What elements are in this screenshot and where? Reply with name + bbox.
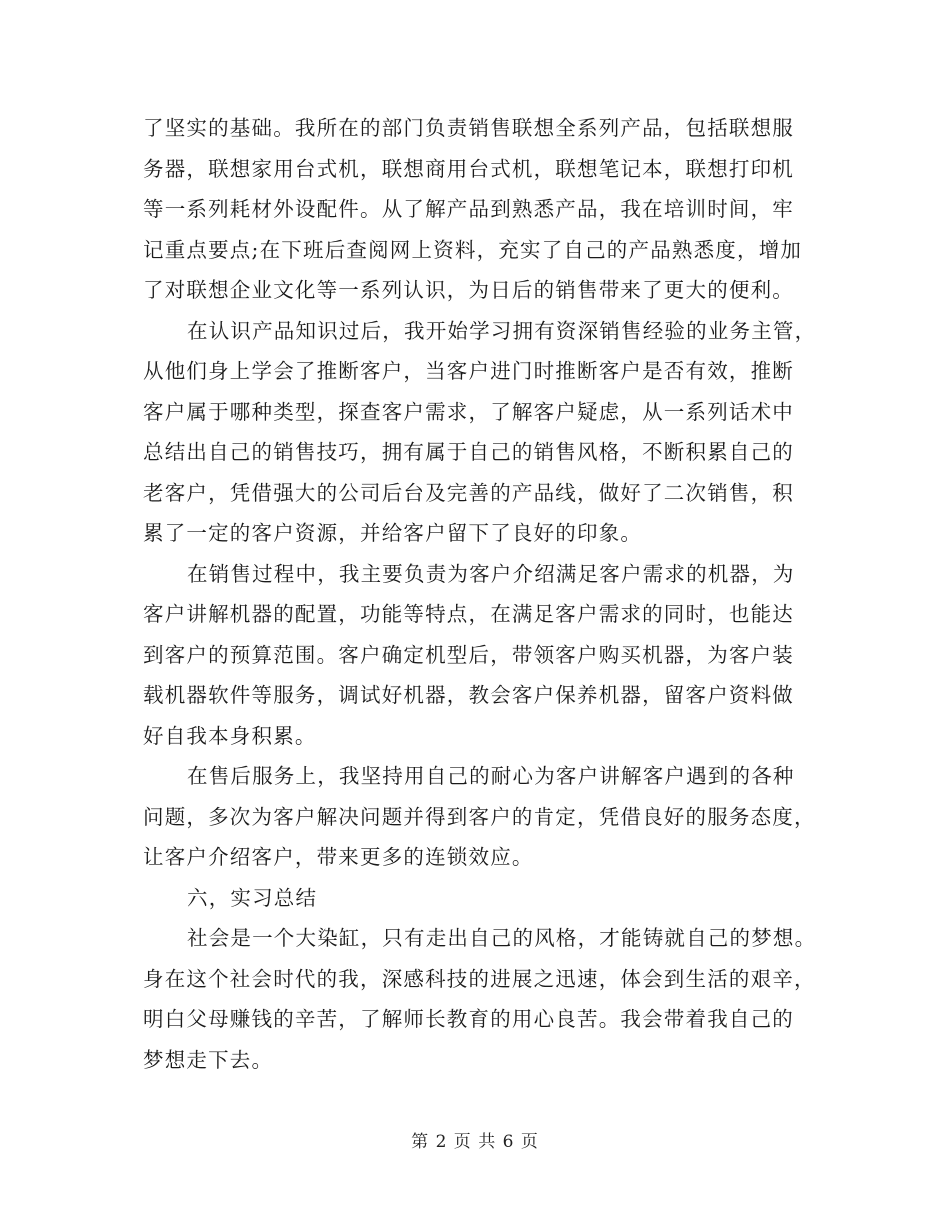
text-line: 问题，多次为客户解决问题并得到客户的肯定，凭借良好的服务态度， [143,804,816,829]
text-line: 客户讲解机器的配置，功能等特点，在满足客户需求的同时，也能达 [143,602,794,626]
text-line: 总结出自己的销售技巧，拥有属于自己的销售风格，不断积累自己的 [143,440,794,464]
text-line: 了对联想企业文化等一系列认识，为日后的销售带来了更大的便利。 [143,278,794,302]
text-line: 了坚实的基础。我所在的部门负责销售联想全系列产品，包括联想服 [143,116,794,140]
text-line: 明白父母赚钱的辛苦，了解师长教育的用心良苦。我会带着我自己的 [143,1007,794,1031]
paragraph-first-line: 在销售过程中，我主要负责为客户介绍满足客户需求的机器，为 [187,561,795,586]
text-line: 从他们身上学会了推断客户，当客户进门时推断客户是否有效，推断 [143,359,794,383]
paragraph-first-line: 社会是一个大染缸，只有走出自己的风格，才能铸就自己的梦想。 [187,926,817,950]
text-line: 好自我本身积累。 [143,723,317,748]
paragraph-first-line: 在认识产品知识过后，我开始学习拥有资深销售经验的业务主管， [187,318,817,343]
text-line: 载机器软件等服务，调试好机器，教会客户保养机器，留客户资料做 [143,683,794,707]
text-line: 记重点要点;在下班后查阅网上资料，充实了自己的产品熟悉度，增加 [143,237,803,262]
text-line: 客户属于哪种类型，探查客户需求，了解客户疑虑，从一系列话术中 [143,399,794,424]
page-footer [0,1127,950,1152]
text-line: 身在这个社会时代的我，深感科技的进展之迅速，体会到生活的艰辛， [143,966,816,991]
text-line: 老客户，凭借强大的公司后台及完善的产品线，做好了二次销售，积 [143,480,794,505]
text-line: 务器，联想家用台式机，联想商用台式机，联想笔记本，联想打印机 [143,156,794,181]
text-line: 到客户的预算范围。客户确定机型后，带领客户购买机器，为客户装 [143,642,794,667]
text-line: 等一系列耗材外设配件。从了解产品到熟悉产品，我在培训时间，牢 [143,197,794,221]
section-heading: 六，实习总结 [187,885,318,910]
text-line: 梦想走下去。 [143,1047,274,1072]
document-body [143,108,817,1080]
page-number: 第 2 页 共 6 页 [411,1132,539,1152]
paragraph-first-line: 在售后服务上，我坚持用自己的耐心为客户讲解客户遇到的各种 [187,764,795,788]
text-line: 让客户介绍客户，带来更多的连锁效应。 [143,845,534,869]
text-line: 累了一定的客户资源，并给客户留下了良好的印象。 [143,521,643,545]
